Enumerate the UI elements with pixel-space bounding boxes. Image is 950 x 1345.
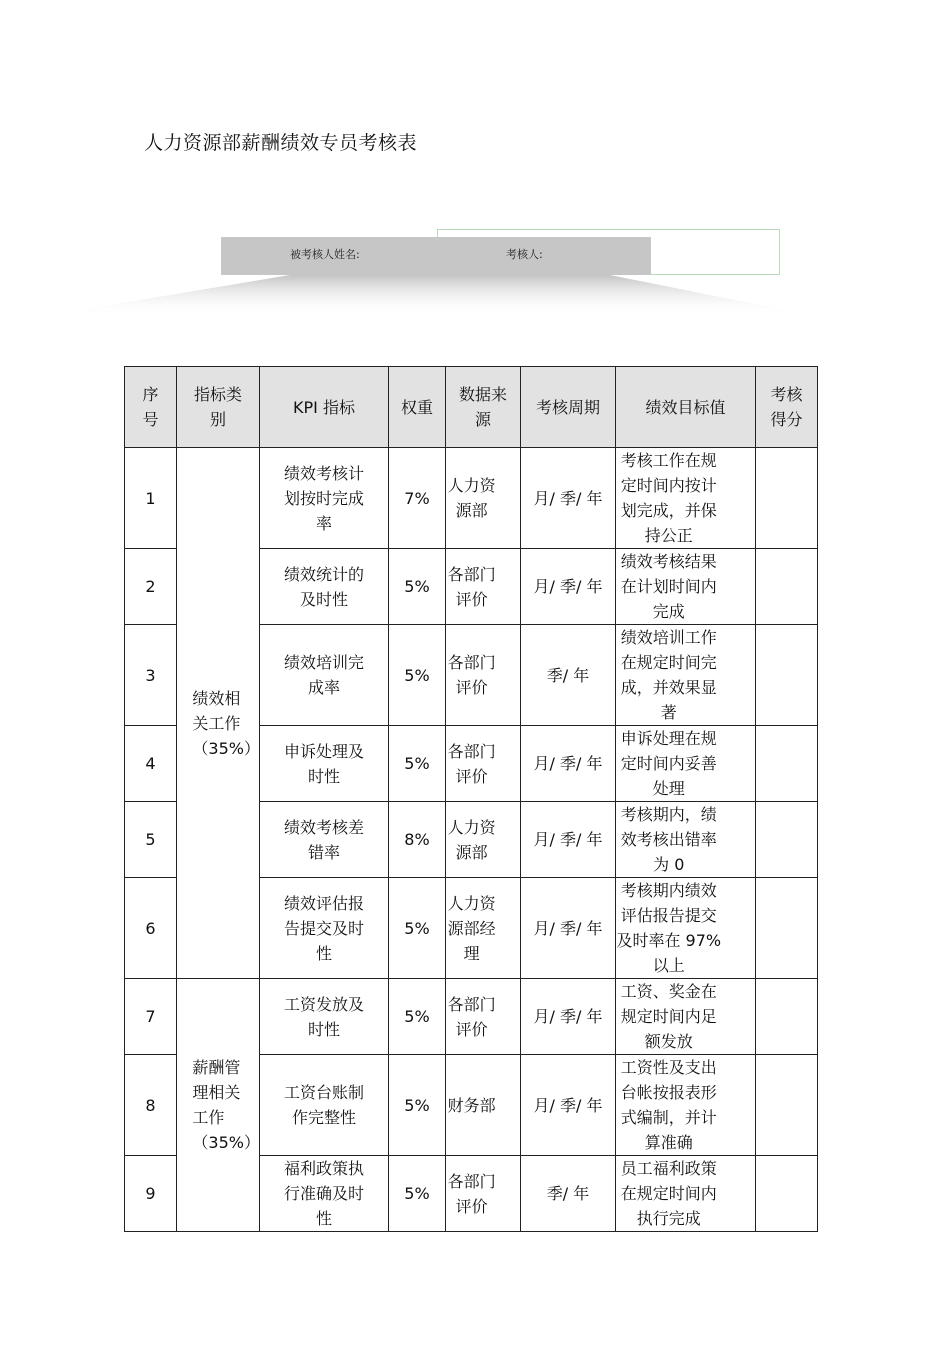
cell-source: 人力资源部 [446, 802, 521, 878]
cell-period: 月/ 季/ 年 [521, 878, 616, 979]
cell-period: 月/ 季/ 年 [521, 448, 616, 549]
header-seq: 序号 [125, 367, 177, 448]
table-header-row [125, 367, 818, 448]
cell-score [756, 625, 818, 726]
header-target: 绩效目标值 [616, 367, 756, 448]
cell-kpi: 绩效考核计划按时完成率 [260, 448, 389, 549]
header-category: 指标类别 [177, 367, 260, 448]
cell-category: 绩效相关工作（35%） [177, 448, 260, 979]
cell-target: 员工福利政策在规定时间内执行完成 [616, 1156, 756, 1232]
cell-source: 人力资源部经理 [446, 878, 521, 979]
cell-source: 各部门评价 [446, 726, 521, 802]
cell-seq: 9 [125, 1156, 177, 1232]
cell-source: 各部门评价 [446, 1156, 521, 1232]
cell-source: 各部门评价 [446, 549, 521, 625]
cell-weight: 5% [389, 1055, 446, 1156]
cell-weight: 5% [389, 726, 446, 802]
cell-kpi: 工资台账制作完整性 [260, 1055, 389, 1156]
cell-source: 各部门评价 [446, 625, 521, 726]
cell-weight: 5% [389, 878, 446, 979]
cell-seq: 6 [125, 878, 177, 979]
cell-score [756, 448, 818, 549]
header-kpi: KPI 指标 [260, 367, 389, 448]
cell-source: 人力资源部 [446, 448, 521, 549]
cell-kpi: 福利政策执行准确及时性 [260, 1156, 389, 1232]
cell-kpi: 工资发放及时性 [260, 979, 389, 1055]
cell-target: 绩效考核结果在计划时间内完成 [616, 549, 756, 625]
cell-kpi: 绩效培训完成率 [260, 625, 389, 726]
cell-seq: 8 [125, 1055, 177, 1156]
kpi-table [124, 366, 818, 1232]
cell-weight: 5% [389, 1156, 446, 1232]
cell-score [756, 802, 818, 878]
cell-weight: 5% [389, 549, 446, 625]
cell-seq: 2 [125, 549, 177, 625]
cell-period: 季/ 年 [521, 625, 616, 726]
cell-target: 考核期内绩效评估报告提交及时率在 97%以上 [616, 878, 756, 979]
cell-score [756, 549, 818, 625]
cell-period: 月/ 季/ 年 [521, 1055, 616, 1156]
cell-target: 考核工作在规定时间内按计划完成，并保持公正 [616, 448, 756, 549]
cell-period: 月/ 季/ 年 [521, 726, 616, 802]
cell-target: 申诉处理在规定时间内妥善处理 [616, 726, 756, 802]
cell-weight: 5% [389, 979, 446, 1055]
cell-seq: 5 [125, 802, 177, 878]
cell-kpi: 绩效考核差错率 [260, 802, 389, 878]
cell-target: 工资、奖金在规定时间内足额发放 [616, 979, 756, 1055]
header-period: 考核周期 [521, 367, 616, 448]
info-bar-shadow [40, 270, 820, 330]
cell-period: 月/ 季/ 年 [521, 979, 616, 1055]
cell-weight: 5% [389, 625, 446, 726]
examiner-label: 考核人: [506, 248, 543, 261]
table-row [125, 979, 818, 1055]
cell-score [756, 1156, 818, 1232]
cell-target: 绩效培训工作在规定时间完成，并效果显著 [616, 625, 756, 726]
cell-weight: 8% [389, 802, 446, 878]
examinee-name-label: 被考核人姓名: [290, 248, 360, 261]
cell-target: 考核期内，绩效考核出错率为 0 [616, 802, 756, 878]
cell-score [756, 979, 818, 1055]
cell-score [756, 726, 818, 802]
cell-seq: 4 [125, 726, 177, 802]
cell-weight: 7% [389, 448, 446, 549]
cell-seq: 7 [125, 979, 177, 1055]
cell-period: 月/ 季/ 年 [521, 549, 616, 625]
cell-kpi: 绩效统计的及时性 [260, 549, 389, 625]
cell-score [756, 1055, 818, 1156]
cell-kpi: 绩效评估报告提交及时性 [260, 878, 389, 979]
table-row [125, 448, 818, 549]
cell-source: 各部门评价 [446, 979, 521, 1055]
cell-source: 财务部 [446, 1055, 521, 1156]
cell-category: 薪酬管理相关工作（35%） [177, 979, 260, 1232]
cell-kpi: 申诉处理及时性 [260, 726, 389, 802]
header-weight: 权重 [389, 367, 446, 448]
cell-period: 季/ 年 [521, 1156, 616, 1232]
header-score: 考核得分 [756, 367, 818, 448]
header-source: 数据来源 [446, 367, 521, 448]
page-title: 人力资源部薪酬绩效专员考核表 [144, 132, 418, 154]
cell-period: 月/ 季/ 年 [521, 802, 616, 878]
cell-target: 工资性及支出台帐按报表形式编制，并计算准确 [616, 1055, 756, 1156]
cell-seq: 3 [125, 625, 177, 726]
cell-seq: 1 [125, 448, 177, 549]
cell-score [756, 878, 818, 979]
